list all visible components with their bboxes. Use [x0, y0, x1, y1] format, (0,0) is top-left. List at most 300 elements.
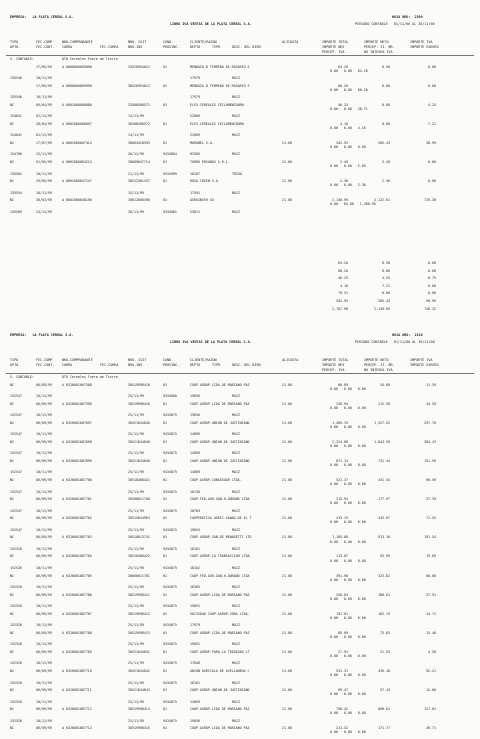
cell-subtotals: 0.00 0.00 64.26 — [330, 68, 368, 73]
cell-cuit: 30510013741 — [128, 535, 150, 540]
cell-fecha: 06/09/99 — [36, 497, 52, 502]
col-header: ALICUOTA — [282, 40, 299, 44]
cell-fecha: 06/09/99 — [36, 649, 52, 654]
cell-amount: 4.25 — [428, 102, 436, 107]
cell-tipo: 152526 — [10, 604, 22, 609]
cell-desc: 21.00 — [282, 688, 292, 693]
cell-cuit: 25/11/99 — [128, 699, 144, 704]
cell-tipo: NC — [10, 649, 14, 654]
cell-desc: MAIZ — [232, 133, 240, 138]
cell-comprobante: A 0326001087698 — [62, 439, 92, 444]
cell-cond: 9434075 — [163, 546, 177, 551]
cell-tipo: NC — [10, 401, 14, 406]
cell-fecha: 06/09/99 — [36, 726, 52, 731]
cell-cuit: 25/11/99 — [128, 451, 144, 456]
cell-desc: 21.00 — [282, 592, 292, 597]
cell-fecha: 06/09/99 — [36, 420, 52, 425]
col-header-sub: IMPORTE EXENTO — [410, 45, 439, 49]
cell-cuit: 30519998411 — [128, 592, 150, 597]
cell-amount: 226.03 — [336, 592, 348, 597]
cell-amount: 297.76 — [424, 420, 436, 425]
cell-cliente: UNION AGRICOLA DE AVELLANEDA C — [190, 669, 250, 673]
cell-comprobante: A 0001000000097 — [62, 121, 92, 126]
cell-cliente: COOPERATIVA AGRIC.GANAD.DE EL T — [190, 516, 252, 521]
cell-cliente: 25811 — [190, 209, 200, 214]
cell-fecha: 17/07/99 — [36, 140, 52, 145]
table-row — [0, 199, 480, 211]
cell-cond: 9434075 — [163, 623, 177, 628]
cell-cond: 01 — [163, 140, 167, 145]
col-header-sub: PERCEP. II. BR. — [364, 363, 395, 367]
cell-subtotals: 0.00 0.00 0.00 — [330, 482, 366, 487]
cell-subtotals: 0.00 0.00 0.00 — [330, 711, 366, 716]
cell-fecha: 24/11/99 — [36, 209, 52, 214]
cell-desc: 21.00 — [282, 611, 292, 616]
table-row — [0, 211, 480, 219]
cell-cliente: MENDOZA B TERMINO DE ROSARIO S — [190, 83, 250, 88]
cell-comprobante: A 0000000009990 — [62, 83, 92, 88]
table-row — [0, 643, 480, 651]
ledger-rows — [0, 58, 480, 218]
cell-fecha: 10/11/99 — [36, 76, 52, 81]
cell-tipo: 152547 — [10, 451, 22, 456]
cell-cliente: 17848 — [190, 661, 200, 666]
cell-amount: 92.21 — [426, 669, 436, 673]
cell-cliente: 18365 — [190, 585, 200, 590]
cell-cond: 01 — [163, 592, 167, 597]
cell-cond: 9434075 — [163, 508, 177, 513]
cell-amount: 384.43 — [424, 439, 436, 444]
cell-fecha: 10/11/99 — [36, 623, 52, 628]
cell-desc: 21.00 — [282, 649, 292, 654]
cell-tipo: NC — [10, 630, 14, 635]
cell-cuit: 30609847714 — [128, 160, 150, 165]
cell-amount: 285.43 — [378, 140, 390, 145]
cell-cliente: 14809 — [190, 470, 200, 475]
accounting-period: PERIODO CONTABLE 01/11/00 AL 30/11/00 — [355, 340, 435, 344]
cell-amount: 44.59 — [426, 401, 436, 406]
col-header-sub: DESC. DEL BIEN — [232, 363, 261, 367]
cell-cliente: 17979 — [190, 623, 200, 628]
totals-row — [0, 277, 480, 285]
header-rule — [6, 373, 474, 374]
cell-desc: 21.00 — [282, 179, 292, 184]
total-amount: 64.26 — [338, 261, 348, 265]
total-amount: 46.25 — [338, 276, 348, 281]
cell-fecha: 06/09/99 — [36, 535, 52, 540]
cell-cuit: 28/11/99 — [128, 209, 144, 214]
cell-amount: 913.10 — [378, 535, 390, 540]
cell-cuit: 30519998412 — [128, 611, 150, 616]
cell-subtotals: 0.00 0.00 38.71 — [330, 106, 368, 111]
cell-fecha: 01/11/99 — [36, 133, 52, 138]
cell-cuit: 25/11/99 — [128, 604, 144, 609]
col-header-sub: PERCEP. IVA — [322, 368, 345, 372]
total-amount: 4.25 — [382, 276, 390, 281]
cell-tipo: NC — [10, 458, 14, 463]
cell-comprobante: A 0326001087700 — [62, 478, 92, 483]
cell-amount: 171.77 — [378, 726, 390, 731]
cell-amount: 37.39 — [426, 497, 436, 502]
total-amount: 6.00 — [382, 268, 390, 273]
cell-comprobante: A 0326001087709 — [62, 649, 92, 654]
cell-cond: 01 — [163, 83, 167, 88]
cell-cliente: COOP.AGROP.LIDA DE MARIANO PAZ — [190, 592, 250, 597]
cell-cliente: 17591 — [190, 190, 200, 195]
total-amount: 0.00 — [382, 291, 390, 296]
cell-amount: 64.26 — [338, 64, 348, 69]
cell-amount: 54.89 — [380, 382, 390, 387]
table-row — [0, 662, 480, 670]
cell-amount: 531.31 — [336, 669, 348, 673]
cell-comprobante: A 0000000009890 — [62, 64, 92, 69]
col-header-sub: TIPR — [212, 45, 221, 49]
cell-cliente: AGROINVER SA — [190, 198, 214, 203]
cell-cond: 9434999 — [163, 171, 177, 176]
cell-fecha: 06/09/99 — [36, 554, 52, 559]
cell-amount: 57.43 — [380, 688, 390, 693]
cell-cliente: 18101 — [190, 546, 200, 551]
cell-cond: 9434075 — [163, 451, 177, 456]
cell-amount: 186.61 — [378, 592, 390, 597]
cell-cuit: 25/11/99 — [128, 718, 144, 723]
cell-amount: 1,105.68 — [332, 535, 348, 540]
cell-desc: MAIZ — [232, 680, 240, 685]
cell-fecha: 06/09/99 — [36, 573, 52, 578]
cell-amount: 1,485.19 — [332, 420, 348, 425]
cell-cliente: 18769 — [190, 508, 200, 513]
cell-cliente: COOP.AGROP.PARA LA TRINIDAD LT — [190, 649, 250, 654]
ledger-page-1 — [0, 0, 480, 318]
total-amount: 736.32 — [424, 306, 436, 311]
cell-tipo: 155546 — [10, 76, 22, 81]
col-header: FEC.COMP — [36, 40, 53, 44]
cell-amount: 34.71 — [426, 611, 436, 616]
cell-cuit: 21/11/99 — [128, 171, 144, 176]
cell-tipo: NC — [10, 478, 14, 483]
table-row — [0, 161, 480, 173]
cell-subtotals: 0.00 0.00 0.00 — [330, 145, 366, 150]
cell-fecha: 10/11/99 — [36, 413, 52, 418]
cell-cuit: 30515844983 — [128, 516, 150, 521]
cell-cuit: 25/11/99 — [128, 565, 144, 570]
cell-desc: MAIZ — [232, 546, 240, 551]
col-header-sub: IMPORTE NRI — [322, 363, 345, 367]
cell-tipo: 152526 — [10, 585, 22, 590]
cell-cuit: 30521644842 — [128, 669, 150, 673]
cell-amount: 431.34 — [378, 478, 390, 483]
cell-cond: 01 — [163, 458, 167, 463]
header-rule — [6, 55, 474, 56]
cell-amount: 21.53 — [380, 649, 390, 654]
cell-cliente: COOP.AGROP.UNION DE JUSTINIANO — [190, 439, 250, 444]
total-amount: 0.00 — [428, 268, 436, 273]
cell-amount: 4.16 — [340, 121, 348, 126]
cell-fecha: 10/11/99 — [36, 470, 52, 475]
table-row — [0, 441, 480, 453]
cell-tipo: NC — [10, 573, 14, 578]
cell-cuit: 25/11/99 — [128, 527, 144, 532]
cell-cond: 01 — [163, 179, 167, 184]
cell-amount: 343.07 — [378, 516, 390, 521]
col-header-sub: APTO. — [10, 45, 21, 49]
cell-cuit: 25/11/99 — [128, 470, 144, 475]
cell-tipo: NC — [10, 592, 14, 597]
cell-tipo: 154706 — [10, 152, 22, 157]
cell-tipo: 152547 — [10, 527, 22, 532]
cell-cuit: 30526994012 — [128, 83, 150, 88]
cell-amount: 11.59 — [426, 382, 436, 387]
cell-fecha: 10/11/99 — [36, 527, 52, 532]
cell-cond: 9434075 — [163, 413, 177, 418]
cell-tipo: V. CONTABLE: — [10, 375, 34, 379]
cell-subtotals: 0.00 0.00 0.00 — [330, 501, 366, 506]
cell-amount: 7.21 — [428, 121, 436, 126]
col-header-sub: FEC.CONT. — [36, 363, 55, 367]
cell-desc: MAIZ — [232, 413, 240, 418]
cell-cliente: COOP.AGROP.LIDA DE MARIANO PAZ — [190, 726, 250, 731]
cell-fecha: 10/11/99 — [36, 718, 52, 723]
cell-subtotals: 0.00 0.00 0.00 — [330, 596, 366, 601]
cell-subtotals: 0.00 0.00 0.00 — [330, 673, 366, 678]
cell-comprobante: A 0326001087702 — [62, 516, 92, 521]
cell-comprobante: DTO Cereales Fuera de Tierra — [62, 375, 118, 379]
cell-amount: 177.97 — [378, 497, 390, 502]
table-row — [0, 555, 480, 567]
cell-cliente: COOP.FED.AGR.GAN.H.DURAND LTDA — [190, 497, 250, 502]
cell-subtotals: 0.00 0.00 4.16 — [330, 126, 366, 131]
totals-row — [0, 292, 480, 300]
cell-fecha: 06/09/99 — [36, 458, 52, 463]
cell-amount: 736.42 — [336, 707, 348, 712]
totals-row — [0, 300, 480, 308]
cell-comprobante: A 0326001087701 — [62, 497, 92, 502]
cell-tipo: 152547 — [10, 413, 22, 418]
cell-cond: 01 — [163, 573, 167, 578]
cell-tipo: 152547 — [10, 508, 22, 513]
cell-cuit: 30519998410 — [128, 401, 150, 406]
cell-tipo: 152547 — [10, 470, 22, 475]
cell-tipo: 152526 — [10, 623, 22, 628]
cell-amount: 12.06 — [426, 688, 436, 693]
cell-cond: 9434075 — [163, 489, 177, 494]
cell-amount: 6.00 — [382, 83, 390, 88]
cell-desc: MAIZ — [232, 699, 240, 704]
cell-comprobante: A 0326001087712 — [62, 707, 92, 712]
cell-amount: 71.55 — [426, 516, 436, 521]
cell-cliente: 14809 — [190, 432, 200, 437]
col-header: NRO. CUIT — [128, 40, 147, 44]
cell-comprobante: A 0326001067588 — [62, 382, 92, 387]
cell-cond: 01 — [163, 420, 167, 425]
col-header: COND. — [163, 40, 174, 44]
cell-cuit: 30516488422 — [128, 554, 150, 559]
cell-cuit: 25/11/99 — [128, 585, 144, 590]
cell-fecha: 28/04/99 — [36, 121, 52, 126]
cell-tipo: NC — [10, 439, 14, 444]
cell-amount: 46.25 — [338, 102, 348, 107]
cell-tipo: 152526 — [10, 718, 22, 723]
cell-desc: 21.00 — [282, 630, 292, 635]
cell-fecha: 06/09/99 — [36, 707, 52, 712]
cell-amount: 19.69 — [426, 554, 436, 559]
col-header-sub: NRO.INS — [128, 45, 143, 49]
cell-fecha: 10/11/99 — [36, 680, 52, 685]
col-header-sub: NO INTEGRA IVA — [364, 368, 393, 372]
cell-fecha: 10/11/99 — [36, 661, 52, 666]
cell-comprobante: A 0326001087706 — [62, 592, 92, 597]
cell-desc: MAIZ — [232, 152, 240, 157]
table-row — [0, 670, 480, 682]
cell-amount: 68.08 — [426, 573, 436, 578]
col-header-sub: FEC.CORRA — [100, 45, 119, 49]
cell-desc: 21.00 — [282, 516, 292, 521]
cell-cliente: COOP.AGROP.LA TRANSACCION LTDA. — [190, 554, 252, 559]
table-row — [0, 479, 480, 491]
cell-desc: MAIZ — [232, 565, 240, 570]
cell-cond: 01 — [163, 611, 167, 616]
col-header: NRO. CUIT — [128, 358, 147, 362]
cell-cliente: 19054 — [190, 527, 200, 532]
cell-tipo: NC — [10, 382, 14, 387]
cell-cond: 01 — [163, 554, 167, 559]
table-row — [0, 85, 480, 97]
cell-cuit: 25/11/99 — [128, 508, 144, 513]
cell-cliente: 14809 — [190, 451, 200, 456]
cell-tipo: 152526 — [10, 661, 22, 666]
cell-cond: 01 — [163, 707, 167, 712]
cell-amount: 1,843.39 — [374, 439, 390, 444]
cell-amount: 58.99 — [426, 140, 436, 145]
cell-subtotals: 0.00 0.00 0.00 — [330, 386, 366, 391]
cell-tipo: 152547 — [10, 432, 22, 437]
cell-amount: 15.46 — [426, 630, 436, 635]
total-amount: 7.21 — [382, 283, 390, 288]
cell-cuit: 30518488421 — [128, 478, 150, 483]
table-row — [0, 708, 480, 720]
table-row — [0, 66, 480, 78]
cell-cond: 01 — [163, 649, 167, 654]
cell-tipo: NC — [10, 707, 14, 712]
cell-amount: 93.99 — [380, 554, 390, 559]
cell-cond: 01 — [163, 497, 167, 502]
cell-subtotals: 0.00 0.00 0.00 — [330, 635, 366, 639]
cell-cuit: 33526994012 — [128, 64, 150, 69]
cell-comprobante: A 0326001067598 — [62, 401, 92, 406]
cell-cond: 9434075 — [163, 642, 177, 647]
cell-fecha: 06/09/99 — [36, 478, 52, 483]
cell-tipo: NC — [10, 726, 14, 731]
cell-amount: 89.09 — [338, 630, 348, 635]
cell-tipo: NC — [10, 102, 14, 107]
cell-cliente: COOP.FED.AGR.GAN.H.DURAND LTDA — [190, 573, 250, 578]
cell-cuit: 30508496572 — [128, 121, 150, 126]
col-header: IMPORTE IVA — [410, 40, 433, 44]
ledger-page-2 — [0, 318, 480, 735]
cell-tipo: NC — [10, 179, 14, 184]
col-header: IMPORTE TOTAL — [322, 358, 349, 362]
cell-cliente: 03305 — [190, 152, 200, 157]
table-row — [0, 575, 480, 587]
cell-tipo: NC — [10, 554, 14, 559]
cell-subtotals: 0.00 0.00 2.85 — [330, 164, 366, 169]
cell-cond: 9434001 — [163, 209, 177, 214]
cell-fecha: 10/11/99 — [36, 604, 52, 609]
total-amount: 79.51 — [338, 291, 348, 296]
cell-comprobante: A 0326001087697 — [62, 420, 92, 425]
table-row — [0, 727, 480, 739]
cell-fecha: 30/03/99 — [36, 198, 52, 203]
col-header-sub: FEC.CORRA — [100, 363, 119, 367]
cell-cuit: 30521644843 — [128, 688, 150, 693]
cell-cuit: 30612000490 — [128, 198, 150, 203]
cell-cond: 01 — [163, 688, 167, 693]
cell-tipo: NC — [10, 121, 14, 126]
cell-cond: 01 — [163, 401, 167, 406]
cell-cliente: 18136 — [190, 489, 200, 494]
cell-cliente: 10187 — [190, 171, 200, 176]
table-row — [0, 632, 480, 644]
cell-cliente: SOCIEDAD COOP.AGROP.CORA LTDA. — [190, 611, 250, 616]
col-header: CLIENTE/RAZON — [190, 40, 217, 44]
total-amount: 0.00 — [428, 283, 436, 288]
cell-cliente: TORRO ERSANOS S.R.L. — [190, 160, 230, 165]
cell-amount: 3.49 — [382, 160, 390, 165]
cell-comprobante: A 0326001087704 — [62, 554, 92, 559]
cell-desc: MAIZ — [232, 95, 240, 100]
cell-fecha: 17/05/99 — [36, 83, 52, 88]
table-row — [0, 613, 480, 625]
cell-tipo: NC — [10, 535, 14, 540]
cell-amount: 0.00 — [428, 83, 436, 88]
cell-cond: 01 — [163, 439, 167, 444]
cell-subtotals: 0.00 0.00 0.00 — [330, 654, 366, 659]
cell-desc: 21.00 — [282, 160, 292, 165]
cell-cuit: 33508496571 — [128, 102, 150, 107]
cell-fecha: 06/09/99 — [36, 439, 52, 444]
page-number: HOJA NRO: 2310 — [392, 333, 423, 337]
table-row — [0, 384, 480, 396]
cell-cliente: 14809 — [190, 699, 200, 704]
cell-desc: 21.00 — [282, 420, 292, 425]
cell-cond: 01 — [163, 160, 167, 165]
cell-amount: 69.47 — [338, 688, 348, 693]
table-row — [0, 498, 480, 510]
total-amount: 0.00 — [428, 261, 436, 265]
cell-cliente: 17979 — [190, 95, 200, 100]
cell-tipo: NC — [10, 611, 14, 616]
cell-fecha: 10/11/99 — [36, 171, 52, 176]
cell-cuit: 14/11/99 — [128, 114, 144, 119]
cell-fecha: 06/09/99 — [36, 401, 52, 406]
cell-subtotals: 0.00 0.00 0.00 — [330, 463, 366, 468]
col-header-sub: NO INTEGRA IVA — [364, 50, 393, 54]
total-amount: 8.75 — [428, 276, 436, 281]
cell-cliente: COOP.AGROP.LIDA DE MARIANO PAZ — [190, 707, 250, 712]
report-title: LIBRO IVA VENTAS DE LA PLATA CEREAL S.A. — [170, 340, 252, 344]
table-row — [0, 594, 480, 606]
cell-cuit: 25/11/99 — [128, 623, 144, 628]
cell-tipo: 155554 — [10, 190, 22, 195]
table-row — [0, 104, 480, 116]
cell-amount: 212.58 — [378, 401, 390, 406]
table-row — [0, 536, 480, 548]
cell-cliente: 19056 — [190, 394, 200, 399]
cell-desc: 21.00 — [282, 439, 292, 444]
total-amount: 6.50 — [382, 261, 390, 265]
table-row — [0, 403, 480, 415]
cell-cuit: 25/11/99 — [128, 489, 144, 494]
